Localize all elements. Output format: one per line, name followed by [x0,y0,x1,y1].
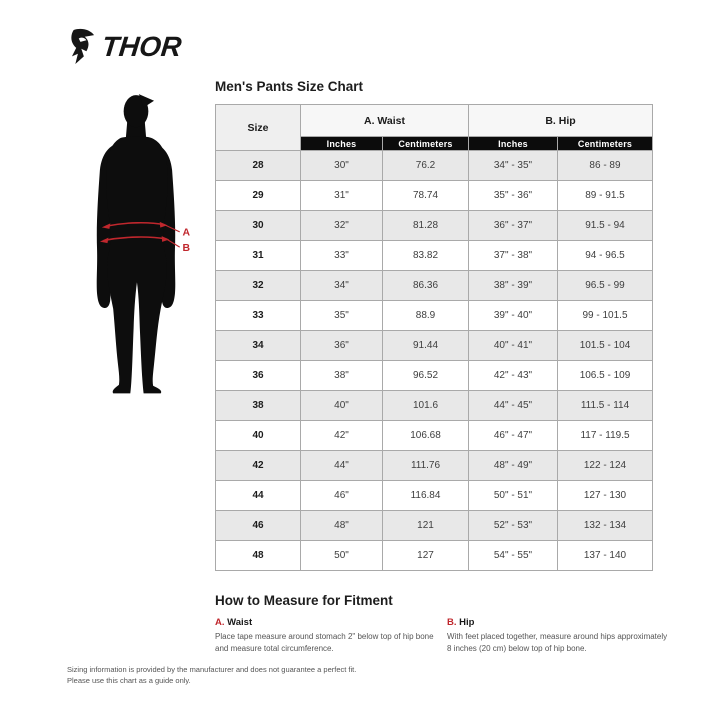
cell-hip_in: 35" - 36" [469,181,558,211]
table-row [216,211,653,241]
howto-heading: How to Measure for Fitment [215,593,393,608]
cell-waist_in: 30" [301,151,383,181]
cell-waist_cm: 78.74 [383,181,469,211]
column-header-size: Size [216,105,301,151]
cell-waist_cm: 116.84 [383,481,469,511]
column-group-waist: A. Waist [301,105,469,137]
howto-hip-text: With feet placed together, measure around hips approximately 8 inches (20 cm) below top of hip bone. [447,632,668,653]
howto-waist-letter: A. [215,617,225,628]
table-row [216,481,653,511]
cell-hip_in: 50" - 51" [469,481,558,511]
cell-hip_cm: 106.5 - 109 [558,361,653,391]
table-row [216,151,653,181]
cell-size: 30 [216,211,301,241]
cell-hip_cm: 91.5 - 94 [558,211,653,241]
cell-waist_in: 34" [301,271,383,301]
cell-hip_cm: 122 - 124 [558,451,653,481]
cell-hip_in: 34" - 35" [469,151,558,181]
cell-hip_cm: 127 - 130 [558,481,653,511]
cell-waist_in: 46" [301,481,383,511]
subheader-waist-centimeters: Centimeters [383,137,469,151]
cell-hip_in: 44" - 45" [469,391,558,421]
cell-waist_cm: 101.6 [383,391,469,421]
cell-hip_cm: 111.5 - 114 [558,391,653,421]
howto-waist-name: Waist [224,617,253,628]
howto-hip-letter: B. [447,617,457,628]
disclaimer-text: Sizing information is provided by the manufacturer and does not guarantee a perfect fit. Please use this chart as a guide only. [67,665,357,686]
column-group-hip: B. Hip [469,105,653,137]
cell-hip_in: 54" - 55" [469,541,558,571]
subheader-waist-inches: Inches [301,137,383,151]
table-group-header-row [216,105,653,137]
table-row [216,391,653,421]
table-row [216,511,653,541]
cell-waist_in: 48" [301,511,383,541]
table-row [216,241,653,271]
cell-waist_in: 31" [301,181,383,211]
table-row [216,181,653,211]
subheader-hip-centimeters: Centimeters [558,137,653,151]
page-title: Men's Pants Size Chart [215,79,363,94]
cell-size: 48 [216,541,301,571]
cell-hip_cm: 132 - 134 [558,511,653,541]
silhouette-body [106,136,168,393]
cell-waist_cm: 111.76 [383,451,469,481]
table-row [216,331,653,361]
cell-size: 34 [216,331,301,361]
cell-waist_in: 40" [301,391,383,421]
cell-waist_cm: 96.52 [383,361,469,391]
table-row [216,541,653,571]
cell-size: 46 [216,511,301,541]
cell-waist_in: 36" [301,331,383,361]
waist-label-a: A [182,227,191,239]
cell-hip_in: 37" - 38" [469,241,558,271]
table-row [216,301,653,331]
thor-goat-icon [66,28,100,66]
howto-waist-text: Place tape measure around stomach 2" below top of hip bone and measure total circumference. [215,632,434,653]
howto-waist-title [215,617,441,628]
cell-size: 32 [216,271,301,301]
cell-hip_in: 39" - 40" [469,301,558,331]
cell-waist_cm: 86.36 [383,271,469,301]
cell-waist_cm: 76.2 [383,151,469,181]
cell-size: 31 [216,241,301,271]
howto-hip-name: Hip [456,617,475,628]
cell-size: 38 [216,391,301,421]
cell-size: 44 [216,481,301,511]
cell-hip_cm: 101.5 - 104 [558,331,653,361]
howto-hip-title [447,617,673,628]
table-row [216,451,653,481]
cell-hip_in: 42" - 43" [469,361,558,391]
cell-size: 29 [216,181,301,211]
cell-hip_cm: 99 - 101.5 [558,301,653,331]
cell-hip_cm: 137 - 140 [558,541,653,571]
cell-size: 42 [216,451,301,481]
size-table [215,104,653,571]
cell-hip_in: 52" - 53" [469,511,558,541]
size-table-body [216,151,653,571]
cell-waist_cm: 121 [383,511,469,541]
cell-hip_in: 46" - 47" [469,421,558,451]
thor-logo [66,28,184,66]
table-row [216,421,653,451]
cell-waist_cm: 127 [383,541,469,571]
cell-hip_in: 38" - 39" [469,271,558,301]
cell-waist_in: 38" [301,361,383,391]
cell-hip_cm: 89 - 91.5 [558,181,653,211]
thor-wordmark: THOR [100,31,184,62]
cell-hip_cm: 86 - 89 [558,151,653,181]
cell-hip_cm: 117 - 119.5 [558,421,653,451]
cell-waist_in: 32" [301,211,383,241]
cell-hip_cm: 94 - 96.5 [558,241,653,271]
cell-waist_cm: 88.9 [383,301,469,331]
howto-hip [447,617,673,654]
cell-waist_in: 35" [301,301,383,331]
hip-label-b: B [182,242,191,254]
table-row [216,361,653,391]
cell-waist_in: 44" [301,451,383,481]
cell-size: 40 [216,421,301,451]
table-row [216,271,653,301]
cell-waist_in: 42" [301,421,383,451]
cell-waist_in: 33" [301,241,383,271]
cell-hip_in: 40" - 41" [469,331,558,361]
cell-size: 28 [216,151,301,181]
cell-size: 36 [216,361,301,391]
subheader-hip-inches: Inches [469,137,558,151]
cell-waist_in: 50" [301,541,383,571]
cell-waist_cm: 106.68 [383,421,469,451]
howto-waist [215,617,441,654]
cell-waist_cm: 83.82 [383,241,469,271]
cell-waist_cm: 91.44 [383,331,469,361]
cell-waist_cm: 81.28 [383,211,469,241]
cell-hip_in: 36" - 37" [469,211,558,241]
cell-hip_in: 48" - 49" [469,451,558,481]
cell-hip_cm: 96.5 - 99 [558,271,653,301]
male-silhouette-figure [60,88,212,410]
cell-size: 33 [216,301,301,331]
